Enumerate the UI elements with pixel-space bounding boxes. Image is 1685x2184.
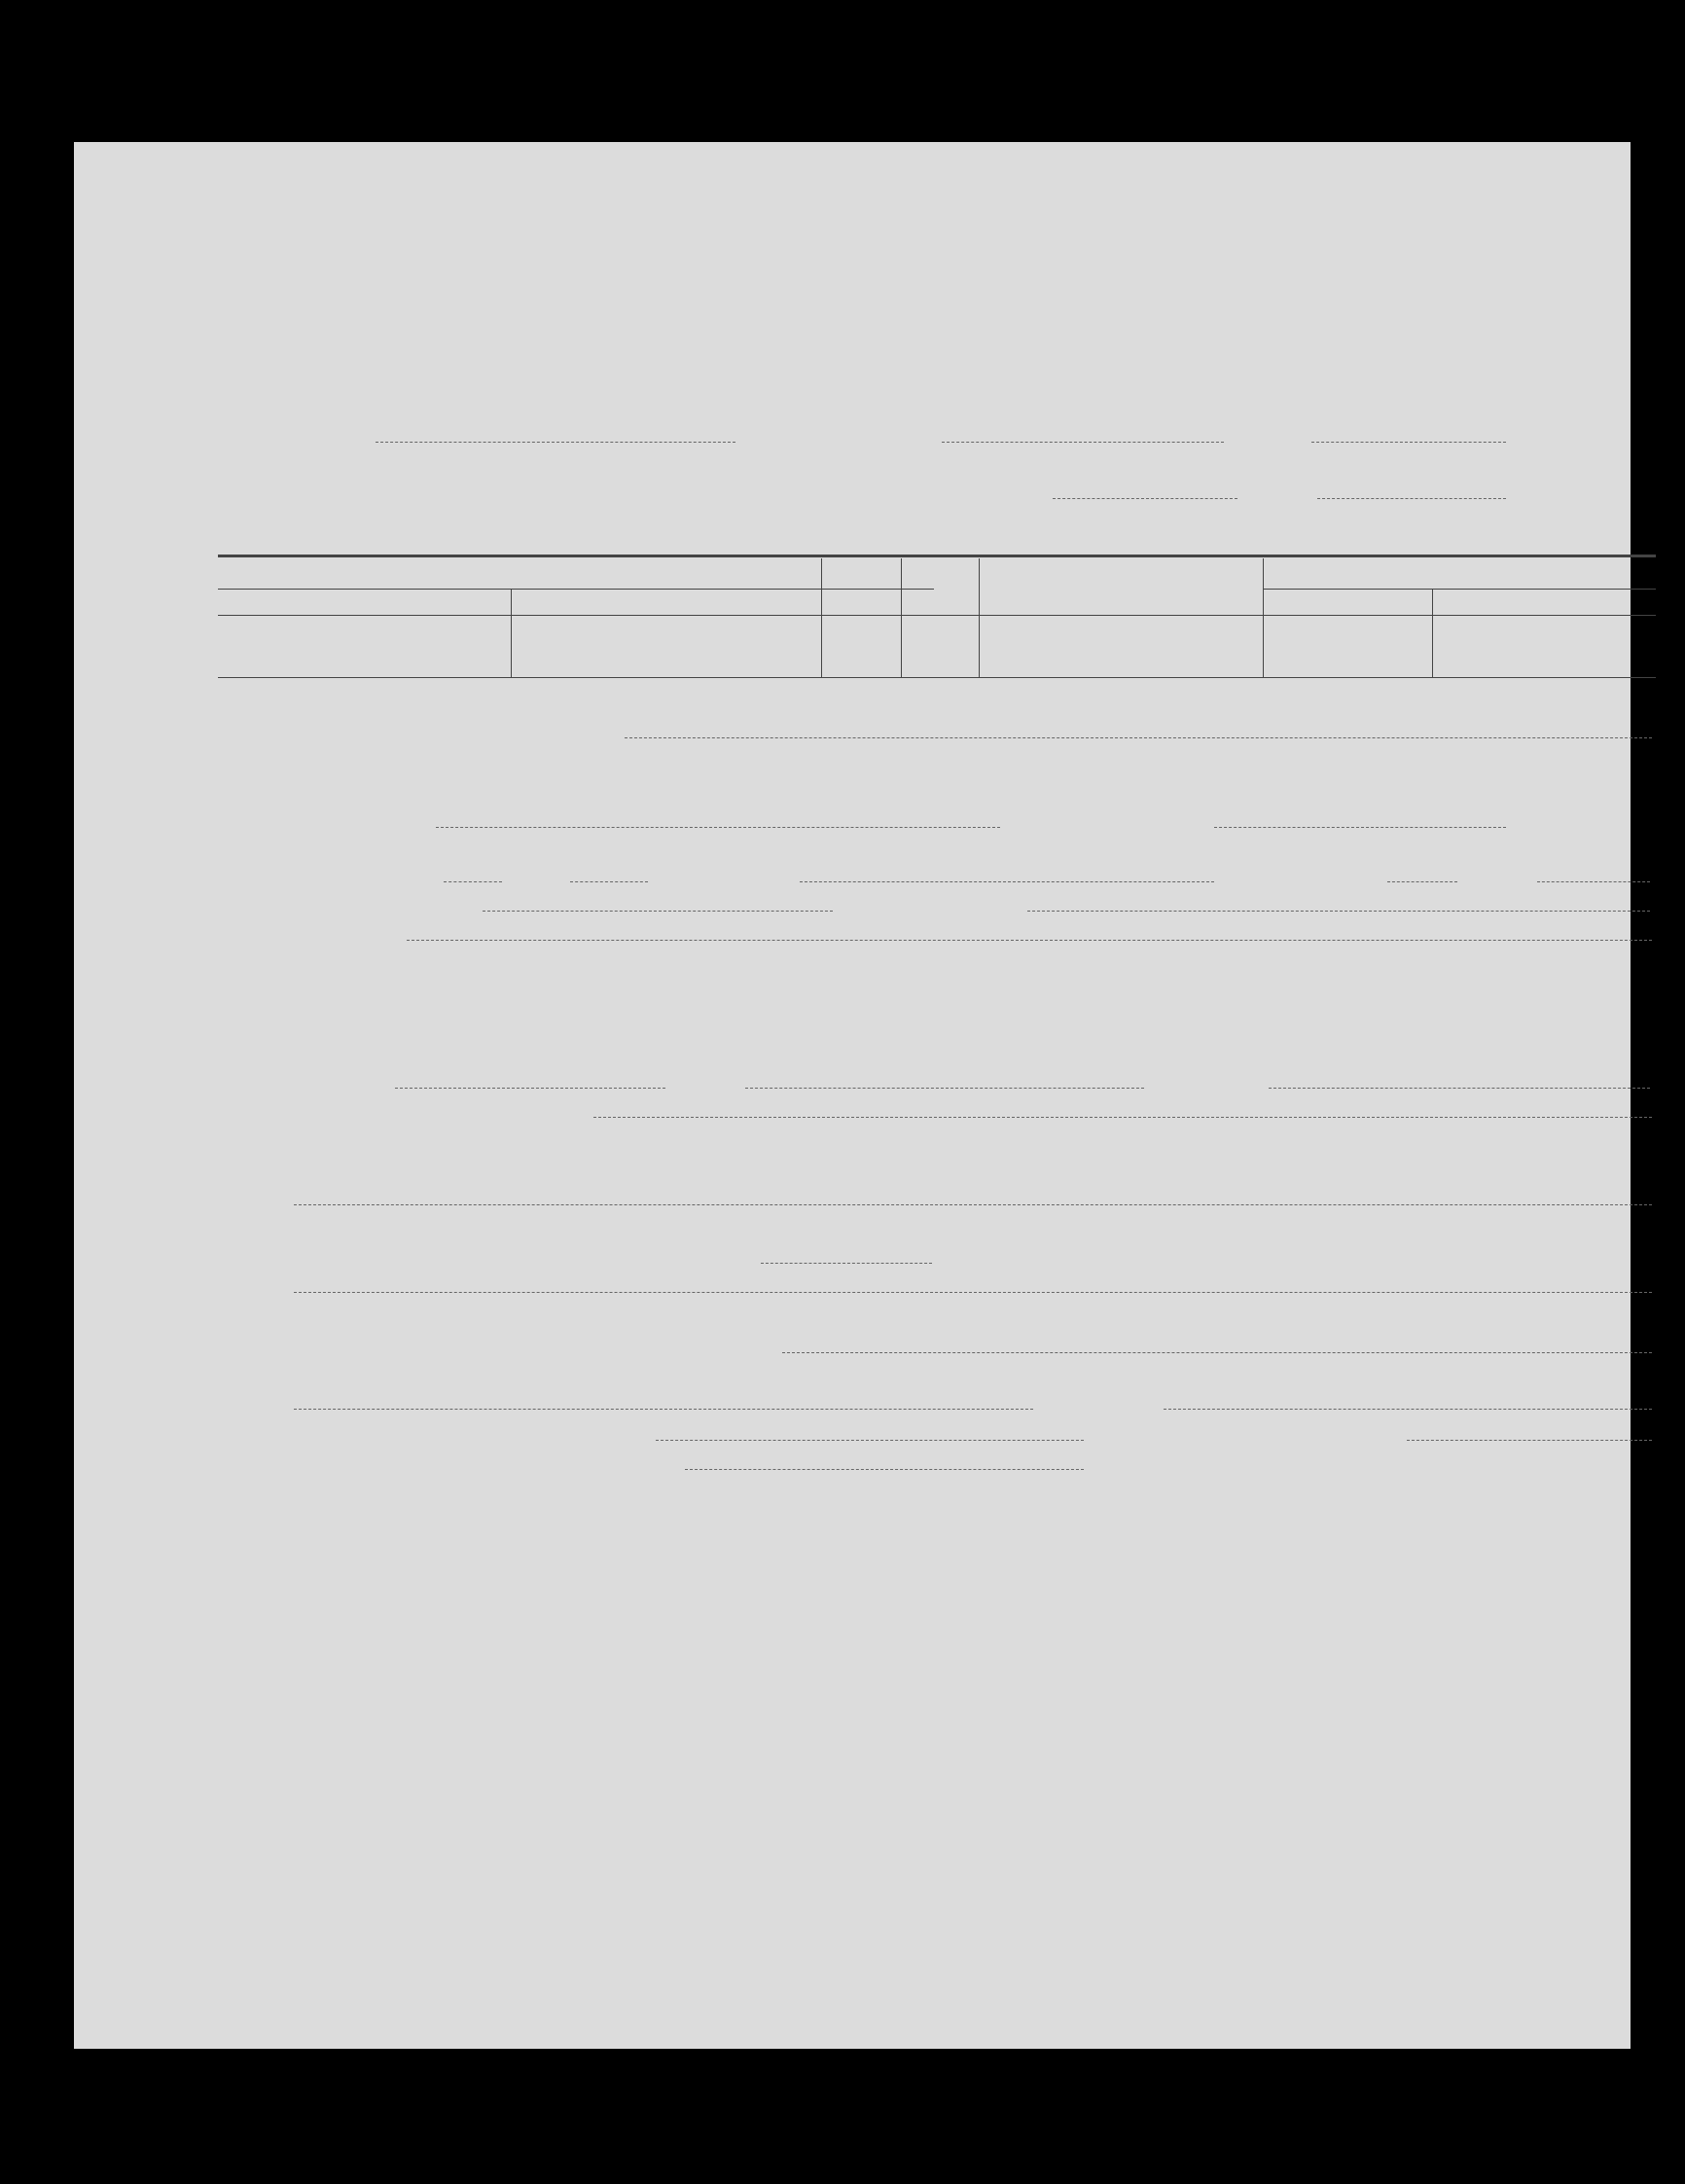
form-sheet — [74, 142, 1631, 2049]
